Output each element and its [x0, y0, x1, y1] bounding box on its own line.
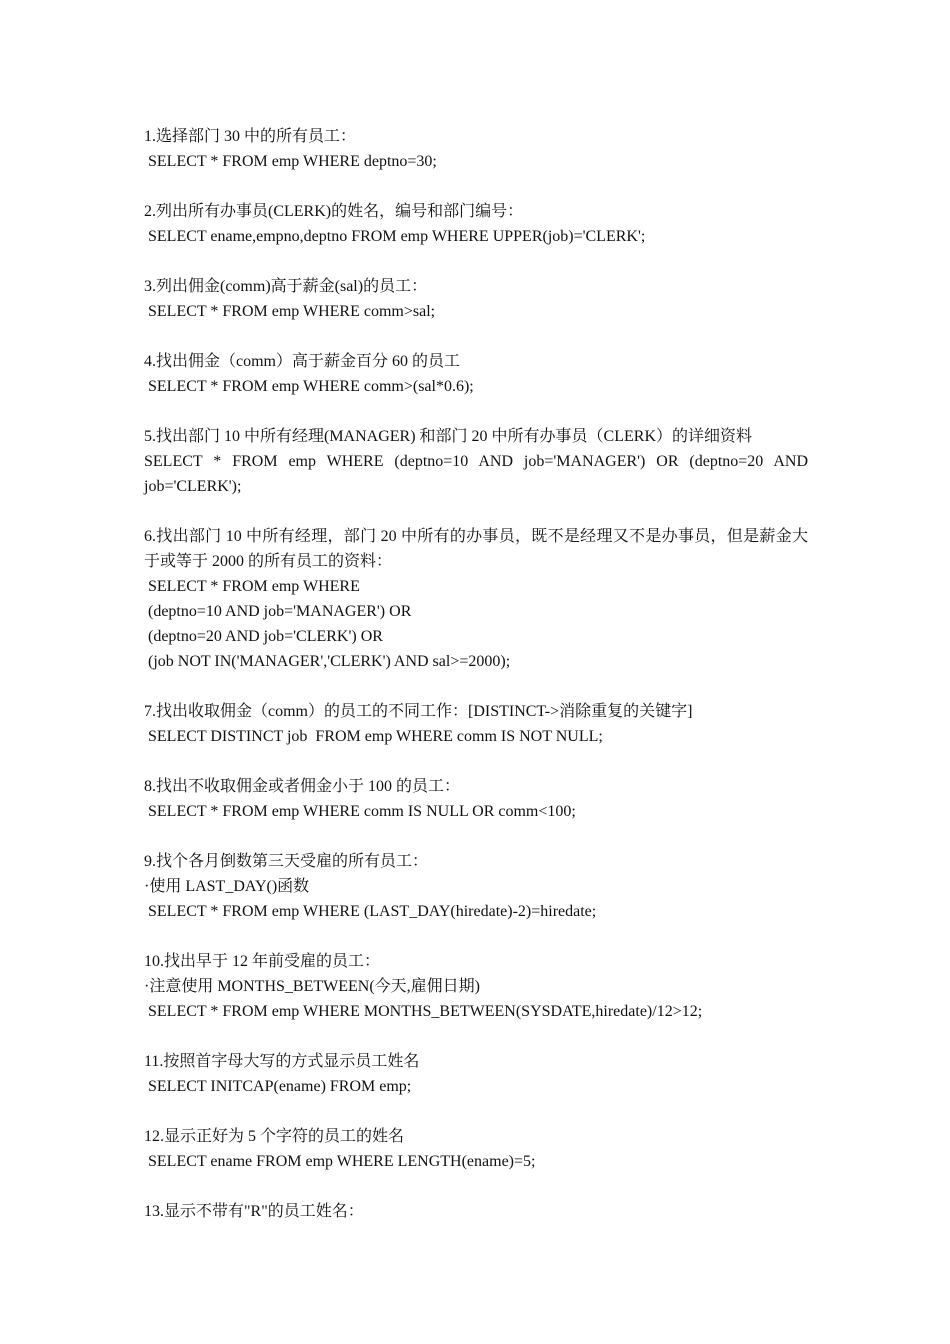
question-title: 9.找个各月倒数第三天受雇的所有员工： [144, 853, 429, 870]
question-title: 4.找出佣金（comm）高于薪金百分 60 的员工 [144, 353, 460, 370]
sql-line: SELECT * FROM emp WHERE (LAST_DAY(hiredate)-2)=hiredate; [144, 903, 597, 920]
question-title: 12.显示正好为 5 个字符的员工的姓名 [144, 1128, 405, 1145]
question-4 [144, 349, 808, 399]
sql-line: SELECT * FROM emp WHERE MONTHS_BETWEEN(SYSDATE,hiredate)/12>12; [144, 1003, 703, 1020]
question-title: 3.列出佣金(comm)高于薪金(sal)的员工： [144, 278, 428, 295]
question-10 [144, 949, 808, 1024]
question-11 [144, 1049, 808, 1099]
question-6 [144, 524, 808, 674]
question-title: 11.按照首字母大写的方式显示员工姓名 [144, 1053, 420, 1070]
question-13 [144, 1199, 808, 1224]
question-title: 5.找出部门 10 中所有经理(MANAGER) 和部门 20 中所有办事员（CLERK）的详细资料 [144, 428, 752, 445]
question-8 [144, 774, 808, 824]
question-3 [144, 274, 808, 324]
question-title: 13.显示不带有"R"的员工姓名： [144, 1203, 364, 1220]
document-content [144, 124, 808, 1249]
sql-line: SELECT DISTINCT job FROM emp WHERE comm IS NOT NULL; [144, 728, 603, 745]
question-7 [144, 699, 808, 749]
question-title: 1.选择部门 30 中的所有员工： [144, 128, 357, 145]
sql-line: SELECT INITCAP(ename) FROM emp; [144, 1078, 412, 1095]
sql-line: SELECT * FROM emp WHERE (deptno=10 AND job='MANAGER') OR (deptno=20 AND job='CLERK'); [144, 453, 808, 495]
question-9 [144, 849, 808, 924]
sql-line: (deptno=20 AND job='CLERK') OR [144, 628, 383, 645]
question-title: 6.找出部门 10 中所有经理，部门 20 中所有的办事员，既不是经理又不是办事员，但是薪金大于或等于 2000 的所有员工的资料： [144, 528, 808, 570]
sql-line: SELECT ename,empno,deptno FROM emp WHERE UPPER(job)='CLERK'; [144, 228, 646, 245]
question-5 [144, 424, 808, 499]
question-2 [144, 199, 808, 249]
sql-line: SELECT * FROM emp WHERE comm>sal; [144, 303, 436, 320]
question-title: 7.找出收取佣金（comm）的员工的不同工作：[DISTINCT->消除重复的关键字] [144, 703, 693, 720]
sql-line: SELECT * FROM emp WHERE [144, 578, 360, 595]
sql-line: SELECT * FROM emp WHERE comm>(sal*0.6); [144, 378, 474, 395]
note-line: ·注意使用 MONTHS_BETWEEN(今天,雇佣日期) [144, 978, 480, 995]
note-line: ·使用 LAST_DAY()函数 [144, 878, 310, 895]
question-title: 10.找出早于 12 年前受雇的员工： [144, 953, 381, 970]
question-12 [144, 1124, 808, 1174]
sql-line: (deptno=10 AND job='MANAGER') OR [144, 603, 412, 620]
question-title: 8.找出不收取佣金或者佣金小于 100 的员工： [144, 778, 461, 795]
sql-line: SELECT ename FROM emp WHERE LENGTH(ename)=5; [144, 1153, 536, 1170]
question-1 [144, 124, 808, 174]
sql-line: (job NOT IN('MANAGER','CLERK') AND sal>=2000); [144, 653, 511, 670]
sql-line: SELECT * FROM emp WHERE deptno=30; [144, 153, 437, 170]
sql-line: SELECT * FROM emp WHERE comm IS NULL OR comm<100; [144, 803, 576, 820]
question-title: 2.列出所有办事员(CLERK)的姓名，编号和部门编号： [144, 203, 524, 220]
